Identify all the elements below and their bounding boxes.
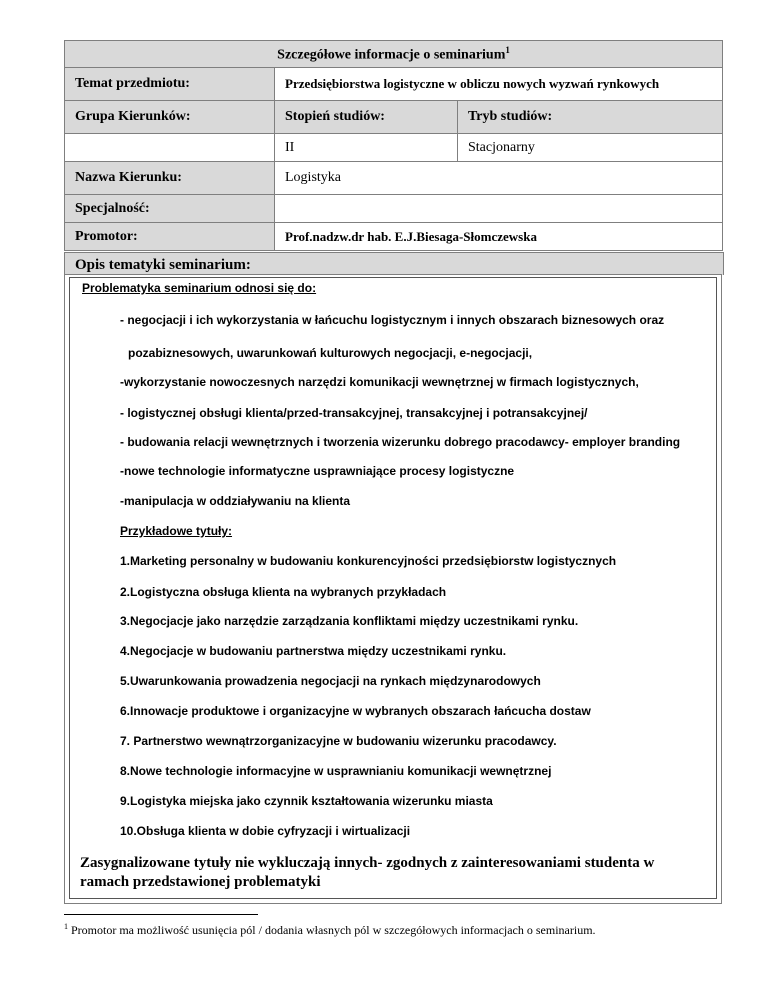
footnote-ref: 1 <box>505 44 510 55</box>
example-title: 4.Negocjacje w budowaniu partnerstwa między uczestnikami rynku. <box>120 644 507 658</box>
example-title: 7. Partnerstwo wewnątrzorganizacyjne w budowaniu wizerunku pracodawcy. <box>120 734 557 748</box>
grupa-label: Grupa Kierunków: <box>65 101 275 134</box>
opis-label: Opis tematyki seminarium: <box>64 252 724 275</box>
footnote-separator <box>64 914 258 915</box>
opis-section <box>64 274 722 904</box>
footnote <box>64 922 596 938</box>
stopien-value: II <box>275 134 458 162</box>
table-title: Szczegółowe informacje o seminarium$^1$ <box>65 41 723 68</box>
summary-note: Zasygnalizowane tytuły nie wykluczają innych- zgodnych z zainteresowaniami studenta w ramach przedstawionej problematyki <box>80 855 655 890</box>
topic-item: pozabiznesowych, uwarunkowań kulturowych negocjacji, e-negocjacji, <box>128 346 533 360</box>
topic-item: - budowania relacji wewnętrznych i tworzenia wizerunku dobrego pracodawcy- employer branding <box>120 435 681 449</box>
promotor-label: Promotor: <box>65 223 275 251</box>
examples-label: Przykładowe tytuły: <box>120 524 233 538</box>
nazwa-value: Logistyka <box>275 162 723 195</box>
example-title: 3.Negocjacje jako narzędzie zarządzania konfliktami między uczestnikami rynku. <box>120 614 579 628</box>
opis-intro: Problematyka seminarium odnosi się do: <box>82 281 317 295</box>
specjalnosc-label: Specjalność: <box>65 195 275 223</box>
grupa-value <box>65 134 275 162</box>
example-title: 1.Marketing personalny w budowaniu konkurencyjności przedsiębiorstw logistycznych <box>120 554 617 568</box>
example-title: 10.Obsługa klienta w dobie cyfryzacji i wirtualizacji <box>120 824 411 838</box>
example-title: 5.Uwarunkowania prowadzenia negocjacji na rynkach międzynarodowych <box>120 674 541 688</box>
temat-label: Temat przedmiotu: <box>65 68 275 101</box>
example-title: 9.Logistyka miejska jako czynnik kształtowania wizerunku miasta <box>120 794 493 808</box>
promotor-value: Prof.nadzw.dr hab. E.J.Biesaga-Słomczewska <box>275 223 723 251</box>
example-title: 8.Nowe technologie informacyjne w usprawnianiu komunikacji wewnętrznej <box>120 764 552 778</box>
topic-item: -nowe technologie informatyczne usprawniające procesy logistyczne <box>120 464 515 478</box>
topic-item: -wykorzystanie nowoczesnych narzędzi komunikacji wewnętrznej w firmach logistycznych, <box>120 375 639 389</box>
nazwa-label: Nazwa Kierunku: <box>65 162 275 195</box>
temat-value: Przedsiębiorstwa logistyczne w obliczu nowych wyzwań rynkowych <box>275 68 723 101</box>
footnote-number: 1 <box>64 922 68 931</box>
opis-content <box>69 277 717 899</box>
topic-item: - negocjacji i ich wykorzystania w łańcuchu logistycznym i innych obszarach biznesowych oraz <box>120 313 665 327</box>
tryb-label: Tryb studiów: <box>458 101 723 134</box>
stopien-label: Stopień studiów: <box>275 101 458 134</box>
example-title: 6.Innowacje produktowe i organizacyjne w wybranych obszarach łańcucha dostaw <box>120 704 591 718</box>
specjalnosc-value <box>275 195 723 223</box>
topic-item: -manipulacja w oddziaływaniu na klienta <box>120 494 351 508</box>
seminar-info-table <box>64 40 722 251</box>
example-title: 2.Logistyczna obsługa klienta na wybranych przykładach <box>120 585 447 599</box>
footnote-text: Promotor ma możliwość usunięcia pól / dodania własnych pól w szczegółowych informacjach o seminarium. <box>71 923 596 937</box>
topic-item: - logistycznej obsługi klienta/przed-transakcyjnej, transakcyjnej i potransakcyjnej/ <box>120 406 588 420</box>
tryb-value: Stacjonarny <box>458 134 723 162</box>
